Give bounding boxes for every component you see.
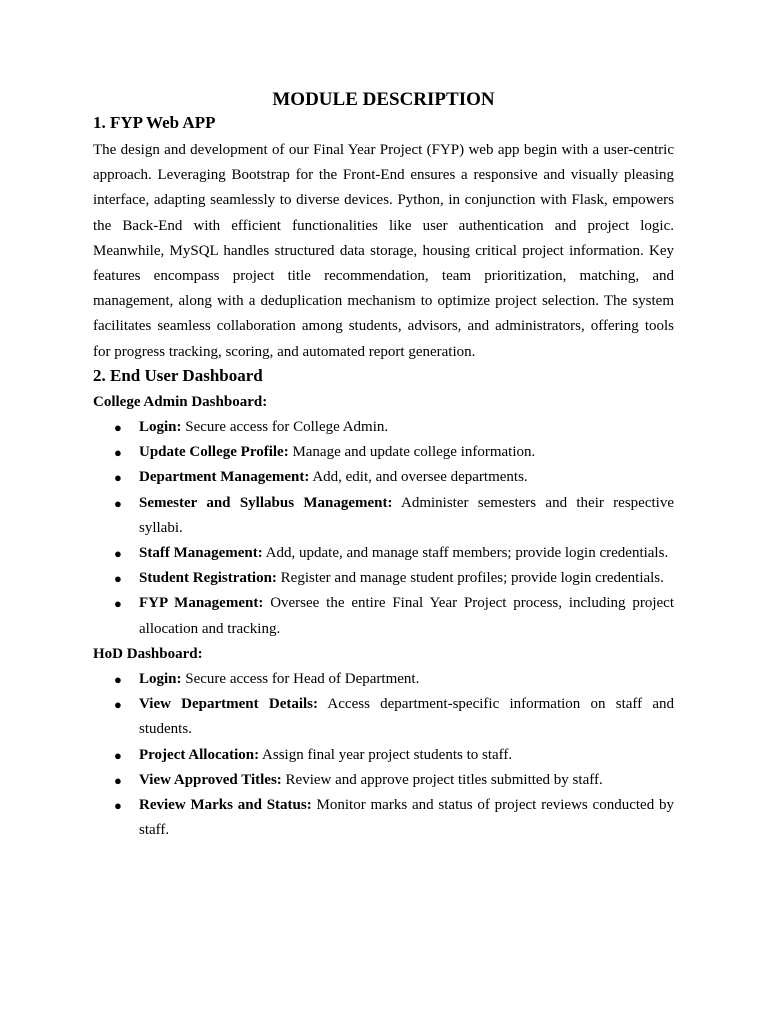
item-description: Register and manage student profiles; provide login credentials. [280, 570, 664, 587]
item-description: Assign final year project students to staff. [262, 746, 513, 763]
bullet-icon: ● [114, 772, 122, 788]
item-term: Department Management: [139, 469, 310, 486]
item-description: Manage and update college information. [292, 444, 536, 461]
section-heading-fyp-web-app: 1. FYP Web APP [93, 113, 216, 132]
item-description: Review and approve project titles submitted by staff. [285, 771, 603, 788]
list-item [93, 667, 674, 692]
item-description: Access department-specific information on staff and students. [139, 696, 674, 738]
section-heading-end-user-dashboard: 2. End User Dashboard [93, 365, 263, 385]
list-item [93, 566, 674, 591]
list-item [93, 491, 674, 541]
item-term: Login: [139, 419, 182, 436]
bullet-icon: ● [114, 747, 122, 763]
list-item [93, 415, 674, 440]
item-term: Student Registration: [139, 570, 277, 587]
bullet-icon: ● [114, 798, 122, 814]
section-paragraph: The design and development of our Final Year Project (FYP) web app begin with a user-centric approach. Leveraging Bootstrap for the Front-End ensures a responsive and visually pleasing interface, adapting seamlessly to diverse devices. Python, in conjunction with Flask, empowers the Back-End with efficient functionalities like user authentication and project logic. Meanwhile, MySQL handles structured data storage, housing critical project information. Key features encompass project title recommendation, team prioritization, matching, and management, along with a deduplication mechanism to optimize project selection. The system facilitates seamless collaboration among students, advisors, and administrators, offering tools for progress tracking, scoring, and automated report generation. [93, 142, 674, 360]
document-title: MODULE DESCRIPTION [272, 89, 495, 110]
list-item [93, 591, 674, 641]
item-term: View Approved Titles: [139, 771, 282, 788]
bullet-icon: ● [114, 596, 122, 612]
list-item [93, 692, 674, 742]
bullet-icon: ● [114, 697, 122, 713]
bullet-icon: ● [114, 445, 122, 461]
list-item [93, 768, 674, 793]
hod-list [93, 667, 674, 843]
item-term: Review Marks and Status: [139, 797, 312, 814]
item-term: FYP Management: [139, 595, 264, 612]
item-term: Login: [139, 671, 182, 688]
item-description: Oversee the entire Final Year Project process, including project allocation and tracking. [139, 595, 675, 637]
item-description: Secure access for College Admin. [185, 419, 389, 436]
item-description: Add, update, and manage staff members; provide login credentials. [265, 545, 669, 562]
list-item [93, 541, 674, 566]
item-description: Add, edit, and oversee departments. [312, 469, 528, 486]
list-item [93, 440, 674, 465]
subheading-hod: HoD Dashboard: [93, 645, 203, 662]
bullet-icon: ● [114, 571, 122, 587]
item-description: Administer semesters and their respective syllabi. [139, 494, 674, 536]
item-term: Project Allocation: [139, 746, 260, 763]
bullet-icon: ● [114, 546, 122, 562]
document-page [93, 88, 674, 843]
list-item [93, 743, 674, 768]
bullet-icon: ● [114, 495, 122, 511]
item-term: Update College Profile: [139, 444, 289, 461]
list-item [93, 465, 674, 490]
subheading-college-admin: College Admin Dashboard: [93, 393, 268, 410]
item-term: View Department Details: [139, 696, 319, 713]
item-term: Staff Management: [139, 545, 263, 562]
item-term: Semester and Syllabus Management: [139, 494, 393, 511]
college-admin-list [93, 415, 674, 642]
bullet-icon: ● [114, 470, 122, 486]
item-description: Secure access for Head of Department. [185, 671, 420, 688]
item-description: Monitor marks and status of project reviews conducted by staff. [139, 797, 674, 839]
bullet-icon: ● [114, 420, 122, 436]
list-item [93, 793, 674, 843]
bullet-icon: ● [114, 672, 122, 688]
